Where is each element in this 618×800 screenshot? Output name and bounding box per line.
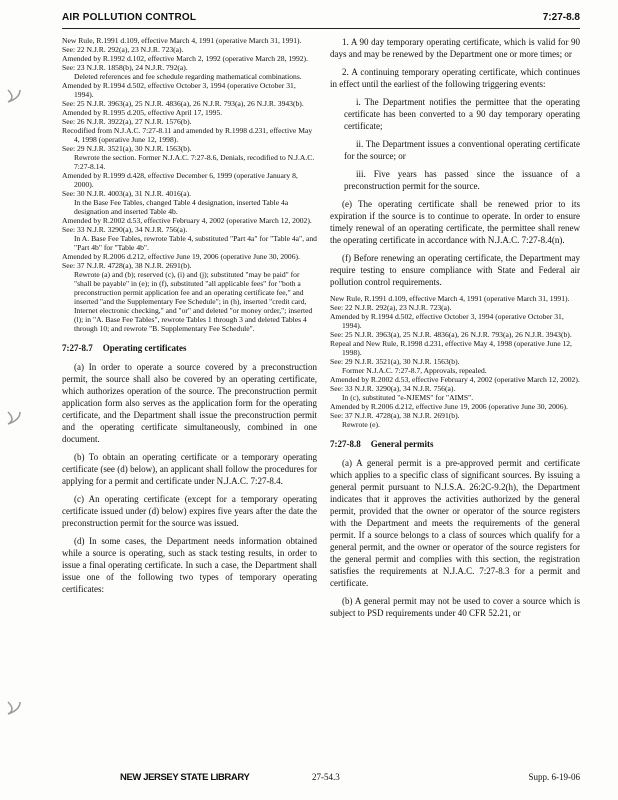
history-note: Amended by R.1994 d.502, effective October 3, 1994 (operative October 31, 1994). <box>330 312 564 330</box>
chapter-title: AIR POLLUTION CONTROL <box>62 12 197 23</box>
supplement-date: Supp. 6-19-06 <box>528 772 580 782</box>
history-note: Deleted references and fee schedule regarding mathematical combinations. <box>74 72 302 81</box>
history-note: Amended by R.1992 d.102, effective March 2, 1992 (operative March 28, 1992). <box>62 54 308 63</box>
right-column <box>330 36 580 625</box>
history-note: Rewrote (e). <box>342 420 380 429</box>
history-note: Amended by R.1994 d.502, effective October 3, 1994 (operative October 31, 1994). <box>62 81 296 99</box>
history-note: See: 33 N.J.R. 3290(a), 34 N.J.R. 756(a). <box>330 384 456 393</box>
left-column <box>62 36 317 601</box>
paragraph: (a) A general permit is a pre-approved permit and certificate which applies to a specific class of significant sources. By issuing a general permit pursuant to N.J.S.A. 26:2C-9.2(h), the Department indicates that it approves the activities authorized by the general permit, provided that the owner or operator of the source registers with the Department and meets the requirements of the general permit. If a source belongs to a class of sources which qualify for a general permit, and the owner or operator of the source registers for the general permit and complies with this section, the registration satisfies the requirements at N.J.A.C. 7:27-8.3 for a permit and certificate. <box>330 458 580 588</box>
section-heading-8-7 <box>62 343 317 353</box>
paragraph: (a) In order to operate a source covered by a preconstruction permit, the source shall also be covered by an operating certificate, which authorizes operation of the source. The preconstruction permit application form also serves as the application form for the operating certificate, and the Department shall issue the preconstruction permit and the operating certificate simultaneously, combined in one document. <box>62 362 317 444</box>
heading-number: 7:27-8.7 <box>62 343 93 353</box>
history-note: Amended by R.2002 d.53, effective February 4, 2002 (operative March 12, 2002). <box>330 375 580 384</box>
paragraph: (c) An operating certificate (except for a temporary operating certificate issued under (d) below) expires five years after the date the preconstruction permit for the source was issued. <box>62 494 317 528</box>
history-note: See: 33 N.J.R. 3290(a), 34 N.J.R. 756(a). <box>62 225 188 234</box>
history-note: In the Base Fee Tables, changed Table 4 designation, inserted Table 4a designation and inserted Table 4b. <box>74 198 289 216</box>
paragraph: (f) Before renewing an operating certificate, the Department may require testing to ensure compliance with State and Federal air pollution control requirements. <box>330 253 580 287</box>
history-note: See: 29 N.J.R. 3521(a), 30 N.J.R. 1563(b). <box>330 357 460 366</box>
history-note: See: 23 N.J.R. 1858(b), 24 N.J.R. 792(a). <box>62 63 188 72</box>
history-note: Recodified from N.J.A.C. 7:27-8.11 and amended by R.1998 d.231, effective May 4, 1998 (operative June 12, 1998). <box>62 126 313 144</box>
history-note: See: 22 N.J.R. 292(a), 23 N.J.R. 723(a). <box>62 45 184 54</box>
history-note: See: 37 N.J.R. 4728(a), 38 N.J.R. 2691(b). <box>330 411 460 420</box>
heading-title: Operating certificates <box>102 343 187 353</box>
history-note: See: 29 N.J.R. 3521(a), 30 N.J.R. 1563(b). <box>62 144 192 153</box>
history-note: In A. Base Fee Tables, rewrote Table 4, substituted "Part 4a" for "Table 4a", and "Part 4b" for "Table 4b". <box>74 234 317 252</box>
history-note: See: 26 N.J.R. 3922(a), 27 N.J.R. 1576(b). <box>62 117 192 126</box>
binder-hole-mark <box>6 88 24 102</box>
paragraph: (b) A general permit may not be used to cover a source which is subject to PSD requirements under 40 CFR 52.21, or <box>330 596 580 618</box>
paragraph: ii. The Department issues a conventional operating certificate for the source; or <box>344 139 580 161</box>
history-note: Amended by R.1995 d.205, effective April 17, 1995. <box>62 108 223 117</box>
paragraph: 2. A continuing temporary operating certificate, which continues in effect until the earliest of the following triggering events: <box>330 67 580 89</box>
history-note: Amended by R.2006 d.212, effective June 19, 2006 (operative June 30, 2006). <box>62 252 300 261</box>
history-note: Former N.J.A.C. 7:27-8.7, Approvals, repealed. <box>342 366 487 375</box>
section-heading-8-8 <box>330 439 580 449</box>
history-note: See: 30 N.J.R. 4003(a), 31 N.J.R. 4016(a). <box>62 189 192 198</box>
heading-number: 7:27-8.8 <box>330 439 361 449</box>
history-note: Rewrote (a) and (b); reserved (c), (i) and (j); substituted "may be paid" for "shall be payable" in (e); in (f), substituted "all applicable fees" for "both a preconstruction permit application fee and an operating certificate fee," and inserted "and the Supplementary Fee Schedule"; in (h), inserted "credit card, Internet electronic checking," and "or" and deleted "or money order,"; inserted (l); in "A. Base Fee Tables", rewrote Tables 1 through 3 and deleted Tables 4 through 10; and rewrote "B. Supplementary Fee Schedule". <box>74 270 313 333</box>
paragraph: 1. A 90 day temporary operating certificate, which is valid for 90 days and may be renewed by the Department one or more times; or <box>330 37 580 59</box>
history-note: Amended by R.1999 d.428, effective December 6, 1999 (operative January 8, 2000). <box>62 171 298 189</box>
paragraph: iii. Five years has passed since the issuance of a preconstruction permit for the source. <box>344 169 580 191</box>
right-history-notes <box>330 294 580 429</box>
binder-hole-mark <box>6 410 24 424</box>
history-note: Repeal and New Rule, R.1998 d.231, effective May 4, 1998 (operative June 12, 1998). <box>330 339 572 357</box>
history-note: Amended by R.2006 d.212, effective June 19, 2006 (operative June 30, 2006). <box>330 402 568 411</box>
history-note: See: 25 N.J.R. 3963(a), 25 N.J.R. 4836(a), 26 N.J.R. 793(a), 26 N.J.R. 3943(b). <box>330 330 572 339</box>
binder-hole-mark <box>6 700 24 714</box>
history-note: See: 37 N.J.R. 4728(a), 38 N.J.R. 2691(b). <box>62 261 192 270</box>
paragraph: (e) The operating certificate shall be renewed prior to its expiration if the source is to continue to operate. In order to ensure timely renewal of an operating certificate, the permittee shall renew the operating certificate in accordance with N.J.A.C. 7:27-8.4(n). <box>330 199 580 245</box>
history-note: New Rule, R.1991 d.109, effective March 4, 1991 (operative March 31, 1991). <box>62 36 302 45</box>
section-8-8-body <box>330 457 580 619</box>
library-stamp: NEW JERSEY STATE LIBRARY <box>120 772 250 783</box>
section-number: 7:27-8.8 <box>542 12 580 23</box>
history-note: Amended by R.2002 d.53, effective February 4, 2002 (operative March 12, 2002). <box>62 216 312 225</box>
left-history-notes <box>62 36 317 333</box>
history-note: See: 22 N.J.R. 292(a), 23 N.J.R. 723(a). <box>330 303 452 312</box>
history-note: Rewrote the section. Former N.J.A.C. 7:27-8.6, Denials, recodified to N.J.A.C. 7:27-8.14. <box>74 153 315 171</box>
history-note: In (c), substituted "e-NJEMS" for "AIMS". <box>342 393 474 402</box>
paragraph: (b) To obtain an operating certificate or a temporary operating certificate (see (d) below), an applicant shall follow the procedures for applying for a permit and certificate under N.J.A.C. 7:27-8.4. <box>62 452 317 486</box>
heading-title: General permits <box>370 439 434 449</box>
section-8-7-continued <box>330 36 580 288</box>
page-number: 27-54.3 <box>312 772 340 782</box>
section-8-7-body <box>62 361 317 595</box>
history-note: New Rule, R.1991 d.109, effective March 4, 1991 (operative March 31, 1991). <box>330 294 570 303</box>
paragraph: (d) In some cases, the Department needs information obtained while a source is operating, such as stack testing results, in order to issue a final operating certificate. In such a case, the Department shall issue one of the following two types of temporary operating certificates: <box>62 536 317 594</box>
paragraph: i. The Department notifies the permittee that the operating certificate has been converted to a 90 day temporary operating certificate; <box>344 97 580 131</box>
history-note: See: 25 N.J.R. 3963(a), 25 N.J.R. 4836(a), 26 N.J.R. 793(a), 26 N.J.R. 3943(b). <box>62 99 304 108</box>
running-header <box>62 8 580 29</box>
